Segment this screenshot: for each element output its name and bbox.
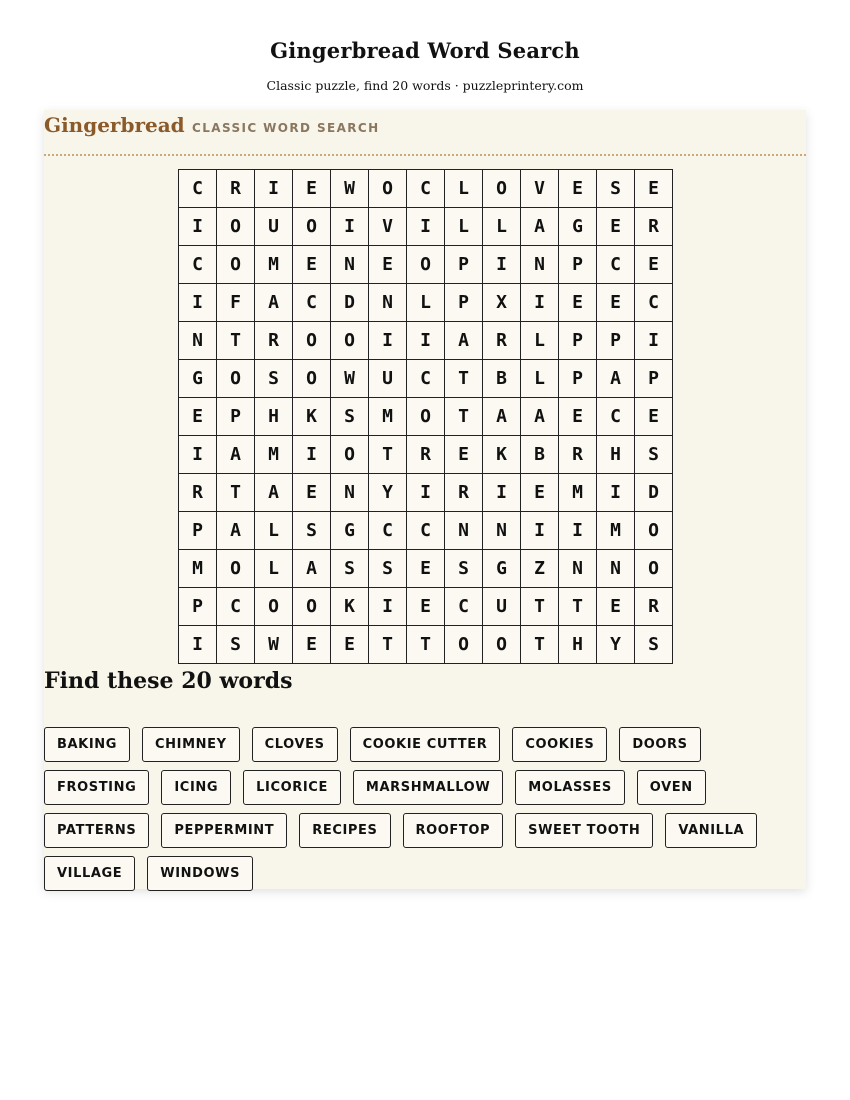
grid-cell[interactable]: C — [407, 170, 445, 208]
grid-cell[interactable]: S — [217, 626, 255, 664]
grid-cell[interactable]: L — [521, 360, 559, 398]
grid-cell[interactable]: I — [483, 246, 521, 284]
grid-cell[interactable]: O — [217, 246, 255, 284]
grid-row — [179, 398, 673, 436]
grid-cell[interactable]: I — [369, 322, 407, 360]
grid-cell[interactable]: L — [445, 208, 483, 246]
grid-cell[interactable]: G — [483, 550, 521, 588]
grid-cell[interactable]: N — [521, 246, 559, 284]
grid-cell[interactable]: E — [635, 398, 673, 436]
grid-cell[interactable]: L — [255, 512, 293, 550]
grid-cell[interactable]: K — [293, 398, 331, 436]
grid-cell[interactable]: U — [369, 360, 407, 398]
grid-cell[interactable]: O — [255, 588, 293, 626]
word-chip: RECIPES — [299, 813, 390, 848]
brand-subtitle: CLASSIC WORD SEARCH — [192, 121, 380, 135]
grid-cell[interactable]: R — [445, 474, 483, 512]
grid-cell[interactable]: T — [445, 360, 483, 398]
grid-cell[interactable]: O — [293, 360, 331, 398]
grid-cell[interactable]: P — [559, 322, 597, 360]
word-chip: OVEN — [637, 770, 706, 805]
grid-cell[interactable]: V — [521, 170, 559, 208]
grid-cell[interactable]: E — [597, 284, 635, 322]
grid-cell[interactable]: P — [445, 284, 483, 322]
grid-row — [179, 208, 673, 246]
grid-cell[interactable]: M — [255, 436, 293, 474]
grid-cell[interactable]: A — [597, 360, 635, 398]
grid-cell[interactable]: I — [407, 208, 445, 246]
grid-cell[interactable]: R — [255, 322, 293, 360]
grid-row — [179, 626, 673, 664]
grid-cell[interactable]: N — [597, 550, 635, 588]
grid-cell[interactable]: E — [635, 170, 673, 208]
brand-title: Gingerbread — [44, 113, 185, 137]
grid-cell[interactable]: P — [635, 360, 673, 398]
grid-row — [179, 512, 673, 550]
grid-cell[interactable]: R — [407, 436, 445, 474]
grid-cell[interactable]: C — [293, 284, 331, 322]
word-chip: MOLASSES — [515, 770, 625, 805]
grid-cell[interactable]: Y — [369, 474, 407, 512]
grid-cell[interactable]: P — [597, 322, 635, 360]
grid-cell[interactable]: U — [483, 588, 521, 626]
word-chip: MARSHMALLOW — [353, 770, 503, 805]
grid-row — [179, 588, 673, 626]
grid-row — [179, 246, 673, 284]
page-subtitle: Classic puzzle, find 20 words · puzzleprintery.com — [266, 78, 584, 93]
grid-cell[interactable]: O — [293, 208, 331, 246]
grid-cell[interactable]: I — [521, 284, 559, 322]
page-title: Gingerbread Word Search — [270, 38, 580, 63]
grid-cell[interactable]: C — [179, 246, 217, 284]
grid-cell[interactable]: E — [407, 550, 445, 588]
word-chip: VANILLA — [665, 813, 757, 848]
grid-cell[interactable]: M — [179, 550, 217, 588]
grid-cell[interactable]: A — [483, 398, 521, 436]
grid-cell[interactable]: R — [559, 436, 597, 474]
grid-cell[interactable]: T — [369, 436, 407, 474]
grid-cell[interactable]: C — [407, 360, 445, 398]
grid-cell[interactable]: R — [635, 208, 673, 246]
grid-cell[interactable]: A — [521, 398, 559, 436]
grid-cell[interactable]: R — [635, 588, 673, 626]
grid-cell[interactable]: O — [369, 170, 407, 208]
grid-cell[interactable]: T — [369, 626, 407, 664]
grid-cell[interactable]: E — [293, 474, 331, 512]
grid-cell[interactable]: I — [179, 208, 217, 246]
grid-cell[interactable]: B — [521, 436, 559, 474]
grid-cell[interactable]: C — [597, 398, 635, 436]
word-list-heading: Find these 20 words — [44, 668, 293, 694]
grid-cell[interactable]: I — [179, 436, 217, 474]
grid-cell[interactable]: G — [331, 512, 369, 550]
grid-cell[interactable]: P — [559, 246, 597, 284]
grid-cell[interactable]: B — [483, 360, 521, 398]
grid-cell[interactable]: L — [521, 322, 559, 360]
grid-cell[interactable]: E — [521, 474, 559, 512]
grid-row — [179, 360, 673, 398]
grid-cell[interactable]: T — [217, 322, 255, 360]
grid-cell[interactable]: E — [597, 588, 635, 626]
grid-row — [179, 170, 673, 208]
word-chip: CHIMNEY — [142, 727, 240, 762]
grid-row — [179, 474, 673, 512]
word-chip: COOKIE CUTTER — [350, 727, 501, 762]
grid-cell[interactable]: Z — [521, 550, 559, 588]
grid-cell[interactable]: M — [597, 512, 635, 550]
grid-cell[interactable]: C — [369, 512, 407, 550]
grid-cell[interactable]: P — [559, 360, 597, 398]
grid-cell[interactable]: O — [635, 550, 673, 588]
grid-cell[interactable]: O — [445, 626, 483, 664]
grid-row — [179, 436, 673, 474]
grid-cell[interactable]: K — [483, 436, 521, 474]
grid-row — [179, 284, 673, 322]
grid-cell[interactable]: R — [483, 322, 521, 360]
grid-cell[interactable]: I — [407, 322, 445, 360]
grid-cell[interactable]: E — [597, 208, 635, 246]
grid-cell[interactable]: E — [293, 246, 331, 284]
grid-cell[interactable]: E — [445, 436, 483, 474]
word-chip: PEPPERMINT — [161, 813, 287, 848]
grid-cell[interactable]: E — [407, 588, 445, 626]
word-chip: ICING — [161, 770, 231, 805]
grid-cell[interactable]: P — [179, 588, 217, 626]
grid-cell[interactable]: I — [179, 626, 217, 664]
grid-cell[interactable]: O — [293, 588, 331, 626]
grid-cell[interactable]: E — [559, 284, 597, 322]
word-chip: FROSTING — [44, 770, 149, 805]
grid-cell[interactable]: T — [445, 398, 483, 436]
grid-cell[interactable]: E — [559, 398, 597, 436]
grid-cell[interactable]: O — [331, 322, 369, 360]
grid-cell[interactable]: T — [217, 474, 255, 512]
grid-cell[interactable]: A — [255, 284, 293, 322]
grid-cell[interactable]: A — [293, 550, 331, 588]
grid-cell[interactable]: T — [521, 588, 559, 626]
grid-cell[interactable]: W — [331, 360, 369, 398]
grid-cell[interactable]: N — [559, 550, 597, 588]
grid-cell[interactable]: E — [635, 246, 673, 284]
grid-cell[interactable]: H — [559, 626, 597, 664]
grid-cell[interactable]: A — [445, 322, 483, 360]
grid-cell[interactable]: L — [483, 208, 521, 246]
word-chip: COOKIES — [512, 727, 607, 762]
grid-cell[interactable]: M — [559, 474, 597, 512]
grid-cell[interactable]: V — [369, 208, 407, 246]
grid-cell[interactable]: T — [559, 588, 597, 626]
grid-cell[interactable]: P — [217, 398, 255, 436]
grid-cell[interactable]: I — [597, 474, 635, 512]
grid-cell[interactable]: L — [255, 550, 293, 588]
grid-cell[interactable]: X — [483, 284, 521, 322]
word-list — [44, 727, 784, 891]
grid-cell[interactable]: S — [331, 398, 369, 436]
grid-cell[interactable]: O — [217, 208, 255, 246]
grid-cell[interactable]: R — [179, 474, 217, 512]
grid-cell[interactable]: I — [407, 474, 445, 512]
word-chip: LICORICE — [243, 770, 341, 805]
grid-cell[interactable]: E — [369, 246, 407, 284]
grid-cell[interactable]: A — [255, 474, 293, 512]
grid-cell[interactable]: N — [331, 246, 369, 284]
grid-cell[interactable]: T — [407, 626, 445, 664]
grid-cell[interactable]: N — [445, 512, 483, 550]
word-chip: SWEET TOOTH — [515, 813, 653, 848]
grid-cell[interactable]: O — [293, 322, 331, 360]
grid-cell[interactable]: H — [597, 436, 635, 474]
word-chip: ROOFTOP — [403, 813, 504, 848]
grid-cell[interactable]: W — [331, 170, 369, 208]
grid-cell[interactable]: S — [635, 626, 673, 664]
grid-cell[interactable]: P — [445, 246, 483, 284]
grid-cell[interactable]: C — [635, 284, 673, 322]
grid-cell[interactable]: I — [483, 474, 521, 512]
grid-cell[interactable]: C — [445, 588, 483, 626]
grid-cell[interactable]: L — [407, 284, 445, 322]
grid-cell[interactable]: O — [483, 170, 521, 208]
grid-cell[interactable]: G — [179, 360, 217, 398]
grid-cell[interactable]: A — [521, 208, 559, 246]
grid-cell[interactable]: C — [597, 246, 635, 284]
grid-cell[interactable]: S — [445, 550, 483, 588]
grid-cell[interactable]: S — [635, 436, 673, 474]
grid-cell[interactable]: I — [331, 208, 369, 246]
grid-cell[interactable]: E — [293, 170, 331, 208]
grid-cell[interactable]: I — [255, 170, 293, 208]
grid-cell[interactable]: C — [407, 512, 445, 550]
grid-cell[interactable]: E — [331, 626, 369, 664]
word-chip: WINDOWS — [147, 856, 253, 891]
grid-row — [179, 322, 673, 360]
grid-cell[interactable]: I — [369, 588, 407, 626]
brand-header — [44, 110, 806, 156]
grid-cell[interactable]: Y — [597, 626, 635, 664]
grid-cell[interactable]: G — [559, 208, 597, 246]
grid-cell[interactable]: I — [559, 512, 597, 550]
grid-cell[interactable]: L — [445, 170, 483, 208]
grid-cell[interactable]: O — [483, 626, 521, 664]
grid-cell[interactable]: I — [179, 284, 217, 322]
word-chip: CLOVES — [252, 727, 338, 762]
letter-grid — [178, 169, 673, 664]
grid-cell[interactable]: O — [635, 512, 673, 550]
grid-cell[interactable]: W — [255, 626, 293, 664]
grid-cell[interactable]: N — [483, 512, 521, 550]
grid-cell[interactable]: M — [369, 398, 407, 436]
grid-cell[interactable]: S — [331, 550, 369, 588]
word-chip: VILLAGE — [44, 856, 135, 891]
grid-cell[interactable]: C — [217, 588, 255, 626]
grid-cell[interactable]: N — [331, 474, 369, 512]
grid-cell[interactable]: K — [331, 588, 369, 626]
grid-cell[interactable]: D — [331, 284, 369, 322]
grid-cell[interactable]: U — [255, 208, 293, 246]
grid-cell[interactable]: A — [217, 512, 255, 550]
grid-cell[interactable]: E — [179, 398, 217, 436]
grid-cell[interactable]: I — [521, 512, 559, 550]
grid-cell[interactable]: P — [179, 512, 217, 550]
grid-cell[interactable]: H — [255, 398, 293, 436]
grid-cell[interactable]: M — [255, 246, 293, 284]
word-chip: BAKING — [44, 727, 130, 762]
grid-cell[interactable]: O — [217, 360, 255, 398]
grid-cell[interactable]: O — [407, 246, 445, 284]
word-chip: DOORS — [619, 727, 700, 762]
grid-cell[interactable]: R — [217, 170, 255, 208]
grid-cell[interactable]: S — [293, 512, 331, 550]
grid-cell[interactable]: N — [179, 322, 217, 360]
grid-cell[interactable]: S — [369, 550, 407, 588]
grid-cell[interactable]: I — [293, 436, 331, 474]
grid-cell[interactable]: O — [331, 436, 369, 474]
grid-cell[interactable]: T — [521, 626, 559, 664]
grid-cell[interactable]: A — [217, 436, 255, 474]
grid-cell[interactable]: O — [407, 398, 445, 436]
grid-cell[interactable]: C — [179, 170, 217, 208]
puzzle-card — [44, 110, 806, 889]
grid-cell[interactable]: S — [597, 170, 635, 208]
grid-cell[interactable]: D — [635, 474, 673, 512]
word-chip: PATTERNS — [44, 813, 149, 848]
grid-cell[interactable]: S — [255, 360, 293, 398]
grid-cell[interactable]: E — [293, 626, 331, 664]
grid-row — [179, 550, 673, 588]
grid-cell[interactable]: O — [217, 550, 255, 588]
grid-cell[interactable]: N — [369, 284, 407, 322]
grid-cell[interactable]: F — [217, 284, 255, 322]
grid-cell[interactable]: E — [559, 170, 597, 208]
grid-cell[interactable]: I — [635, 322, 673, 360]
